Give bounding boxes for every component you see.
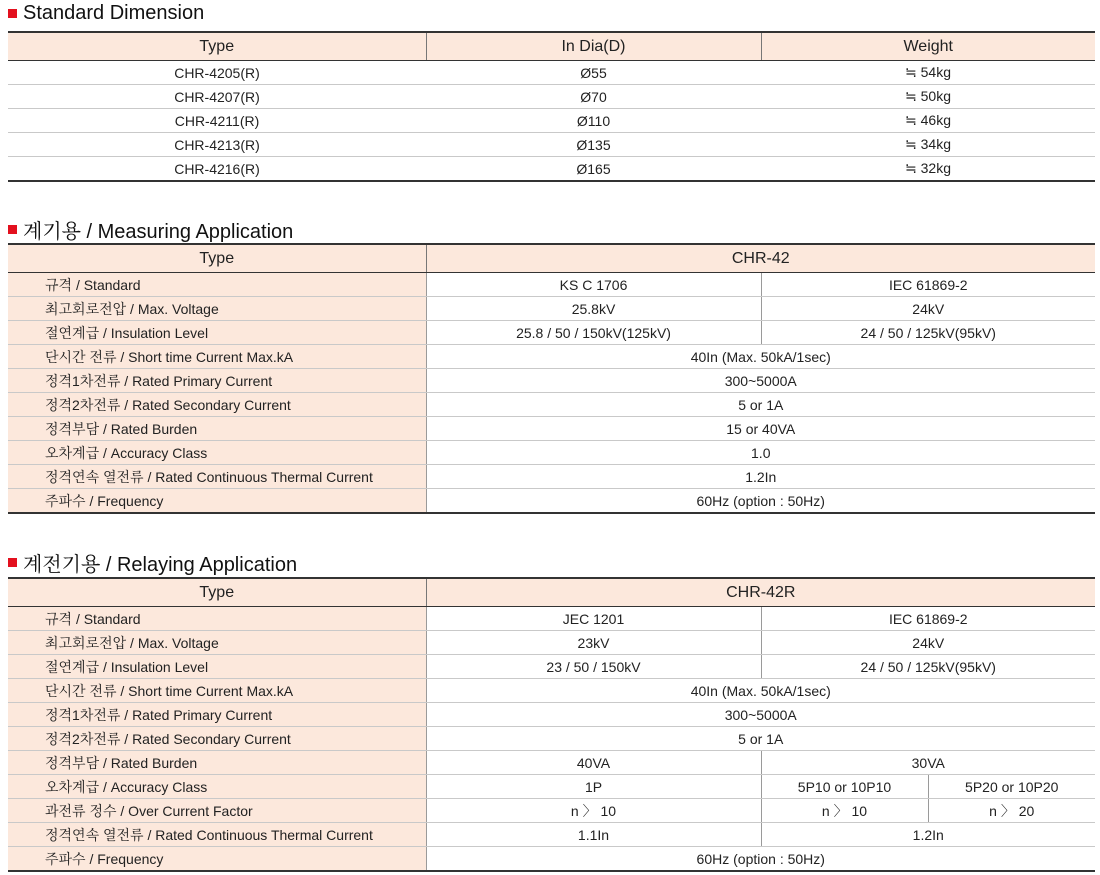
- cell-dia: Ø135: [426, 133, 761, 157]
- cell-value: 24 / 50 / 125kV(95kV): [761, 321, 1095, 345]
- row-label: 정격2차전류 / Rated Secondary Current: [8, 727, 426, 751]
- table-row-accuracy: [8, 775, 1095, 799]
- table-row-primary: [8, 703, 1095, 727]
- row-label: 단시간 전류 / Short time Current Max.kA: [8, 679, 426, 703]
- cell-weight: ≒ 34kg: [761, 133, 1095, 157]
- cell-value: 5 or 1A: [426, 727, 1095, 751]
- cell-value: 40VA: [426, 751, 761, 775]
- table-row-overcurrent: [8, 799, 1095, 823]
- table-header-row: [8, 578, 1095, 607]
- cell-dia: Ø165: [426, 157, 761, 182]
- cell-value: 60Hz (option : 50Hz): [426, 489, 1095, 514]
- cell-value: 24 / 50 / 125kV(95kV): [761, 655, 1095, 679]
- cell-weight: ≒ 54kg: [761, 61, 1095, 85]
- cell-value: 15 or 40VA: [426, 417, 1095, 441]
- cell-type: CHR-4213(R): [8, 133, 426, 157]
- cell-value: IEC 61869-2: [761, 273, 1095, 297]
- relaying-application-table: [8, 577, 1095, 872]
- table-row-voltage: [8, 297, 1095, 321]
- cell-value: 30VA: [761, 751, 1095, 775]
- row-label: 정격1차전류 / Rated Primary Current: [8, 703, 426, 727]
- row-label: 과전류 정수 / Over Current Factor: [8, 799, 426, 823]
- cell-value: n 〉 10: [761, 799, 928, 823]
- table-header-row: [8, 244, 1095, 273]
- measuring-application-table: [8, 243, 1095, 514]
- row-label: 정격연속 열전류 / Rated Continuous Thermal Current: [8, 823, 426, 847]
- table-row: [8, 85, 1095, 109]
- row-label: 최고회로전압 / Max. Voltage: [8, 631, 426, 655]
- cell-value: 5P10 or 10P10: [761, 775, 928, 799]
- cell-type: CHR-4207(R): [8, 85, 426, 109]
- cell-value: 25.8kV: [426, 297, 761, 321]
- cell-value: 23 / 50 / 150kV: [426, 655, 761, 679]
- table-row-insulation: [8, 321, 1095, 345]
- table-row-thermal: [8, 823, 1095, 847]
- row-label: 절연계급 / Insulation Level: [8, 655, 426, 679]
- header-model: CHR-42R: [426, 578, 1095, 607]
- cell-value: 23kV: [426, 631, 761, 655]
- table-row-insulation: [8, 655, 1095, 679]
- row-label: 최고회로전압 / Max. Voltage: [8, 297, 426, 321]
- cell-value: JEC 1201: [426, 607, 761, 631]
- red-square-bullet-icon: [8, 9, 17, 18]
- cell-weight: ≒ 32kg: [761, 157, 1095, 182]
- header-type: Type: [8, 244, 426, 273]
- relaying-application-title: [8, 548, 297, 577]
- table-row-frequency: [8, 847, 1095, 872]
- row-label: 규격 / Standard: [8, 607, 426, 631]
- cell-value: n 〉 10: [426, 799, 761, 823]
- row-label: 주파수 / Frequency: [8, 489, 426, 514]
- cell-value: n 〉 20: [928, 799, 1095, 823]
- cell-value: 1.2In: [426, 465, 1095, 489]
- cell-value: 1.1In: [426, 823, 761, 847]
- table-row-primary: [8, 369, 1095, 393]
- red-square-bullet-icon: [8, 558, 17, 567]
- row-label: 절연계급 / Insulation Level: [8, 321, 426, 345]
- relaying-application-title-text: 계전기용 / Relaying Application: [23, 554, 298, 576]
- cell-value: 24kV: [761, 631, 1095, 655]
- cell-value: 5P20 or 10P20: [928, 775, 1095, 799]
- row-label: 정격연속 열전류 / Rated Continuous Thermal Current: [8, 465, 426, 489]
- table-row: [8, 157, 1095, 182]
- table-row-burden: [8, 417, 1095, 441]
- row-label: 규격 / Standard: [8, 273, 426, 297]
- cell-type: CHR-4216(R): [8, 157, 426, 182]
- cell-value: 300~5000A: [426, 703, 1095, 727]
- row-label: 정격부담 / Rated Burden: [8, 751, 426, 775]
- table-row: [8, 133, 1095, 157]
- row-label: 정격부담 / Rated Burden: [8, 417, 426, 441]
- cell-weight: ≒ 50kg: [761, 85, 1095, 109]
- table-row: [8, 109, 1095, 133]
- cell-value: IEC 61869-2: [761, 607, 1095, 631]
- header-in-dia: In Dia(D): [426, 32, 761, 61]
- cell-value: 1.0: [426, 441, 1095, 465]
- cell-type: CHR-4205(R): [8, 61, 426, 85]
- table-row: [8, 61, 1095, 85]
- measuring-application-title-text: 계기용 / Measuring Application: [23, 221, 294, 243]
- cell-value: 5 or 1A: [426, 393, 1095, 417]
- header-type: Type: [8, 578, 426, 607]
- table-row-thermal: [8, 465, 1095, 489]
- table-row-burden: [8, 751, 1095, 775]
- table-row-short-time: [8, 679, 1095, 703]
- cell-dia: Ø70: [426, 85, 761, 109]
- table-row-frequency: [8, 489, 1095, 514]
- cell-value: 24kV: [761, 297, 1095, 321]
- cell-weight: ≒ 46kg: [761, 109, 1095, 133]
- cell-value: 40In (Max. 50kA/1sec): [426, 679, 1095, 703]
- standard-dimension-title: [8, 2, 204, 25]
- cell-value: KS C 1706: [426, 273, 761, 297]
- cell-value: 1.2In: [761, 823, 1095, 847]
- table-row-accuracy: [8, 441, 1095, 465]
- header-type: Type: [8, 32, 426, 61]
- table-row-voltage: [8, 631, 1095, 655]
- row-label: 정격2차전류 / Rated Secondary Current: [8, 393, 426, 417]
- standard-dimension-table: [8, 31, 1095, 182]
- table-header-row: [8, 32, 1095, 61]
- cell-dia: Ø55: [426, 61, 761, 85]
- table-row-secondary: [8, 393, 1095, 417]
- table-row-secondary: [8, 727, 1095, 751]
- row-label: 단시간 전류 / Short time Current Max.kA: [8, 345, 426, 369]
- cell-value: 40In (Max. 50kA/1sec): [426, 345, 1095, 369]
- cell-value: 300~5000A: [426, 369, 1095, 393]
- red-square-bullet-icon: [8, 225, 17, 234]
- table-row-short-time: [8, 345, 1095, 369]
- header-model: CHR-42: [426, 244, 1095, 273]
- cell-dia: Ø110: [426, 109, 761, 133]
- table-row-standard: [8, 607, 1095, 631]
- cell-value: 1P: [426, 775, 761, 799]
- cell-type: CHR-4211(R): [8, 109, 426, 133]
- cell-value: 60Hz (option : 50Hz): [426, 847, 1095, 872]
- row-label: 정격1차전류 / Rated Primary Current: [8, 369, 426, 393]
- measuring-application-title: [8, 215, 293, 244]
- row-label: 주파수 / Frequency: [8, 847, 426, 872]
- cell-value: 25.8 / 50 / 150kV(125kV): [426, 321, 761, 345]
- standard-dimension-title-text: Standard Dimension: [23, 2, 205, 24]
- header-weight: Weight: [761, 32, 1095, 61]
- table-row-standard: [8, 273, 1095, 297]
- row-label: 오차계급 / Accuracy Class: [8, 441, 426, 465]
- row-label: 오차계급 / Accuracy Class: [8, 775, 426, 799]
